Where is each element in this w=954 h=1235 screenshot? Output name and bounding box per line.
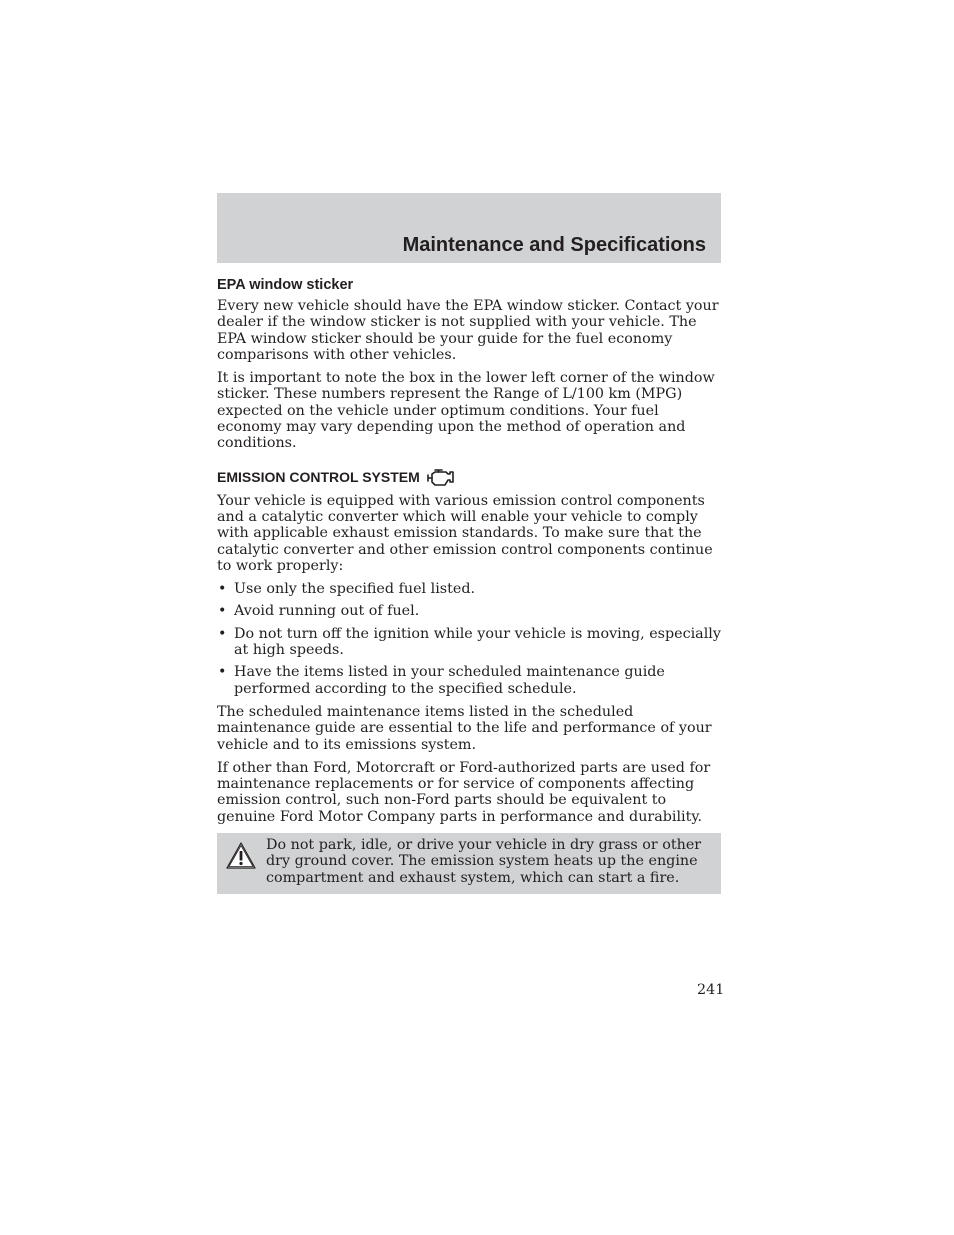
bullet-icon: •	[218, 625, 227, 642]
page-title: Maintenance and Specifications	[402, 234, 706, 256]
emission-intro: Your vehicle is equipped with various emission control components and a catalytic converter which will enable your vehicle to comply with applicable exhaust emission standards. To make sure that the catalytic converter and other emission control components continue to work properly:	[217, 492, 713, 574]
warning-box	[217, 833, 721, 894]
page-number: 241	[697, 982, 725, 998]
list-item: • Have the items listed in your scheduled maintenance guide performed according to the specified schedule.	[218, 664, 665, 697]
bullet-icon: •	[218, 581, 227, 598]
list-item: • Avoid running out of fuel.	[218, 603, 420, 620]
bullet-icon: •	[218, 664, 227, 681]
emission-heading-row	[217, 466, 721, 488]
list-item: • Do not turn off the ignition while your vehicle is moving, especially at high speeds.	[218, 625, 721, 659]
epa-paragraph-2: It is important to note the box in the lower left corner of the window sticker. These numbers represent the Range of L/100 km (MPG) expected on the vehicle under optimum conditions. Your fuel economy may vary depending upon the method of operation and conditions.	[217, 370, 715, 452]
list-item: • Use only the specified fuel listed.	[218, 581, 476, 598]
emission-heading: EMISSION CONTROL SYSTEM	[217, 468, 420, 485]
emission-paragraph-1: The scheduled maintenance items listed in the scheduled maintenance guide are essential to the life and performance of your vehicle and to its emissions system.	[217, 703, 712, 753]
warning-triangle-icon	[224, 840, 258, 872]
emission-bullet-list	[217, 581, 721, 697]
header-band	[217, 193, 721, 263]
warning-text: Do not park, idle, or drive your vehicle in dry grass or other dry ground cover. The emission system heats up the engine compartment and exhaust system, which can start a fire.	[266, 837, 702, 886]
epa-paragraph-1: Every new vehicle should have the EPA window sticker. Contact your dealer if the window sticker is not supplied with your vehicle. The EPA window sticker should be your guide for the fuel economy comparisons with other vehicles.	[217, 298, 719, 363]
epa-heading: EPA window sticker	[217, 277, 354, 293]
engine-icon	[426, 466, 456, 488]
emission-paragraph-2: If other than Ford, Motorcraft or Ford-authorized parts are used for maintenance replacements or for service of components affecting emission control, such non-Ford parts should be equivalent to genuine Ford Motor Company parts in performance and durability.	[217, 759, 711, 825]
bullet-icon: •	[218, 603, 227, 620]
main-content	[217, 276, 721, 894]
